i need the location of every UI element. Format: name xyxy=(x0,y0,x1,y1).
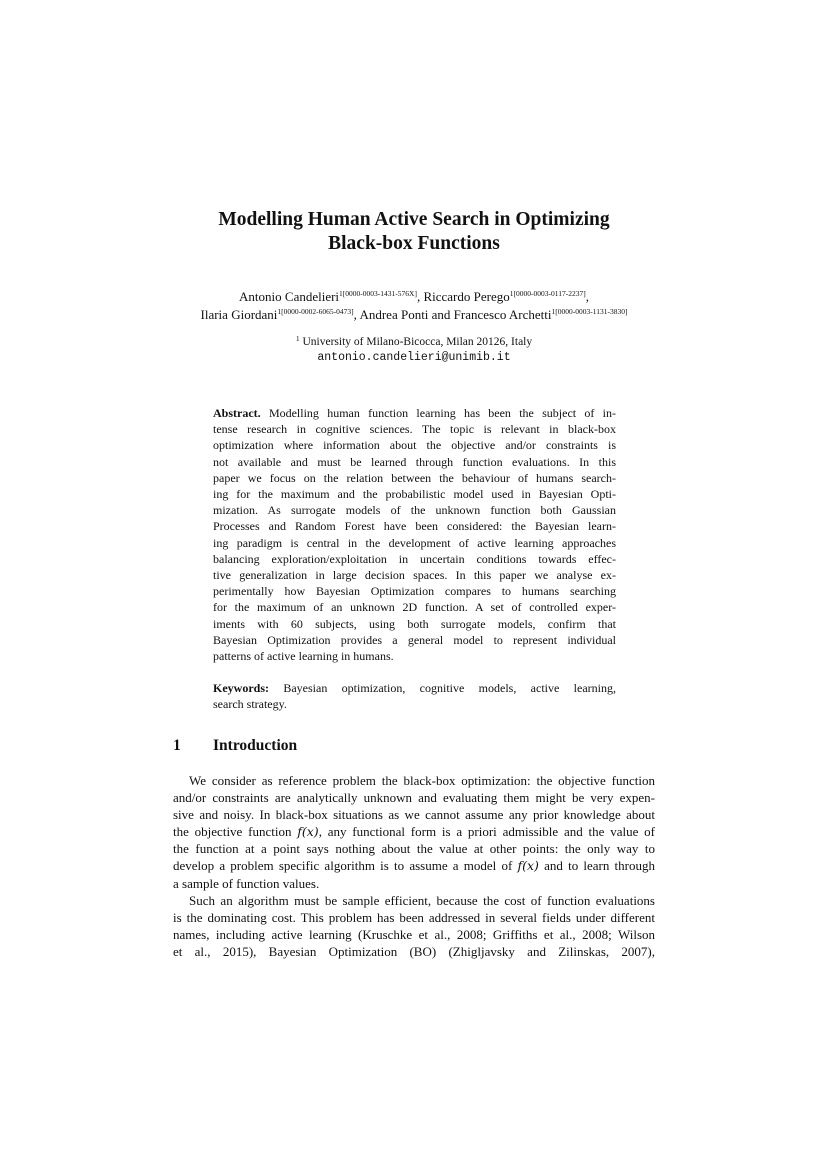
author-orcid: 1[0000-0003-0117-2237] xyxy=(509,289,586,298)
author-name: Ilaria Giordani xyxy=(200,307,278,322)
title-line-1: Modelling Human Active Search in Optimizing xyxy=(218,209,610,230)
author-name: Antonio Candelieri xyxy=(239,289,340,304)
abstract xyxy=(213,405,616,664)
body-line: is the dominating cost. This problem has been addressed in several fields under different xyxy=(173,909,655,925)
abstract-line: tive generalization in large decision spaces. In this paper we analyse ex- xyxy=(213,568,616,583)
abstract-line: ing for the maximum and the probabilistic model used in Bayesian Opti- xyxy=(213,487,616,502)
body-line: and/or constraints are analytically unknown and evaluating them might be very expen- xyxy=(173,790,655,806)
affiliation xyxy=(0,335,828,365)
keywords-line: search strategy. xyxy=(213,697,287,712)
author-name: Riccardo Perego xyxy=(423,289,510,304)
body-text xyxy=(173,772,655,960)
abstract-label: Abstract. xyxy=(213,406,261,420)
authors-line-1: Antonio Candelieri$^{1[0000-0003-1431-576X]}$, Riccardo Perego$^{1[0000-0003-0117-2237]}$, xyxy=(239,289,589,304)
section-heading xyxy=(173,737,297,755)
section-title: Introduction xyxy=(213,737,298,754)
body-line: the objective function f(x), any functional form is a priori admissible and the value of xyxy=(173,824,655,840)
body-line: et al., 2015), Bayesian Optimization (BO) (Zhigljavsky and Zilinskas, 2007), xyxy=(173,943,655,959)
math-fx: f(x) xyxy=(517,858,539,874)
keywords-line: Keywords: Bayesian optimization, cognitive models, active learning, xyxy=(213,681,616,695)
keywords-label: Keywords: xyxy=(213,681,269,695)
body-line: sive and noisy. In black-box situations as we cannot assume any prior knowledge about xyxy=(173,807,655,823)
author-orcid: 1[0000-0003-1131-3830] xyxy=(551,307,628,316)
affiliation-mark: 1 xyxy=(295,334,300,343)
section-number: 1 xyxy=(173,737,181,754)
authors-line-2: Ilaria Giordani$^{1[0000-0002-6065-0473]}$, Andrea Ponti and Francesco Archetti$^{1[0000-0003-1131-3830]}$ xyxy=(200,307,628,322)
abstract-line: Abstract. Modelling human function learning has been the subject of in- xyxy=(213,406,617,420)
body-line: a sample of function values. xyxy=(173,875,320,891)
body-line: develop a problem specific algorithm is to assume a model of f(x) and to learn through xyxy=(173,858,655,874)
body-line: We consider as reference problem the black-box optimization: the objective function xyxy=(189,773,655,788)
author-list xyxy=(0,288,828,324)
abstract-line: Bayesian Optimization provides a general model to represent individual xyxy=(213,632,616,647)
abstract-line: for the maximum of an unknown 2D function. A set of controlled exper- xyxy=(213,600,616,615)
math-fx: f(x) xyxy=(297,824,319,840)
abstract-line: balancing exploration/exploitation in uncertain conditions towards effec- xyxy=(213,551,616,566)
abstract-line: paper we focus on the relation between the behaviour of humans search- xyxy=(213,470,616,485)
abstract-line: perimentally how Bayesian Optimization compares to humans searching xyxy=(213,584,616,599)
title-line-2: Black-box Functions xyxy=(328,233,500,254)
abstract-line: mization. As surrogate models of the unknown function both Gaussian xyxy=(213,503,616,518)
author-name: Andrea Ponti and Francesco Archetti xyxy=(359,307,552,322)
body-line: Such an algorithm must be sample efficient, because the cost of function evaluations xyxy=(189,892,655,908)
author-email[interactable]: antonio.candelieri@unimib.it xyxy=(317,351,511,364)
author-orcid: 1[0000-0003-1431-576X] xyxy=(339,289,417,298)
abstract-line: patterns of active learning in humans. xyxy=(213,649,394,664)
body-line: the function at a point says nothing about the value at other points: the only way to xyxy=(173,841,655,857)
keywords xyxy=(213,680,616,712)
author-orcid: 1[0000-0002-6065-0473] xyxy=(277,307,354,316)
abstract-line: tense research in cognitive sciences. The topic is relevant in black-box xyxy=(213,422,616,437)
affiliation-text: University of Milano-Bicocca, Milan 20126, Italy xyxy=(302,336,533,348)
paper-title xyxy=(0,208,828,256)
abstract-line: ing paradigm is central in the development of active learning approaches xyxy=(213,535,616,550)
body-line: names, including active learning (Kruschke et al., 2008; Griffiths et al., 2008; Wilson xyxy=(173,926,655,942)
abstract-line: not available and must be learned through function evaluations. In this xyxy=(213,454,616,469)
abstract-line: optimization where information about the objective and/or constraints is xyxy=(213,438,616,453)
abstract-line: iments with 60 subjects, using both surrogate models, confirm that xyxy=(213,616,616,631)
abstract-line: Processes and Random Forest have been considered: the Bayesian learn- xyxy=(213,519,616,534)
